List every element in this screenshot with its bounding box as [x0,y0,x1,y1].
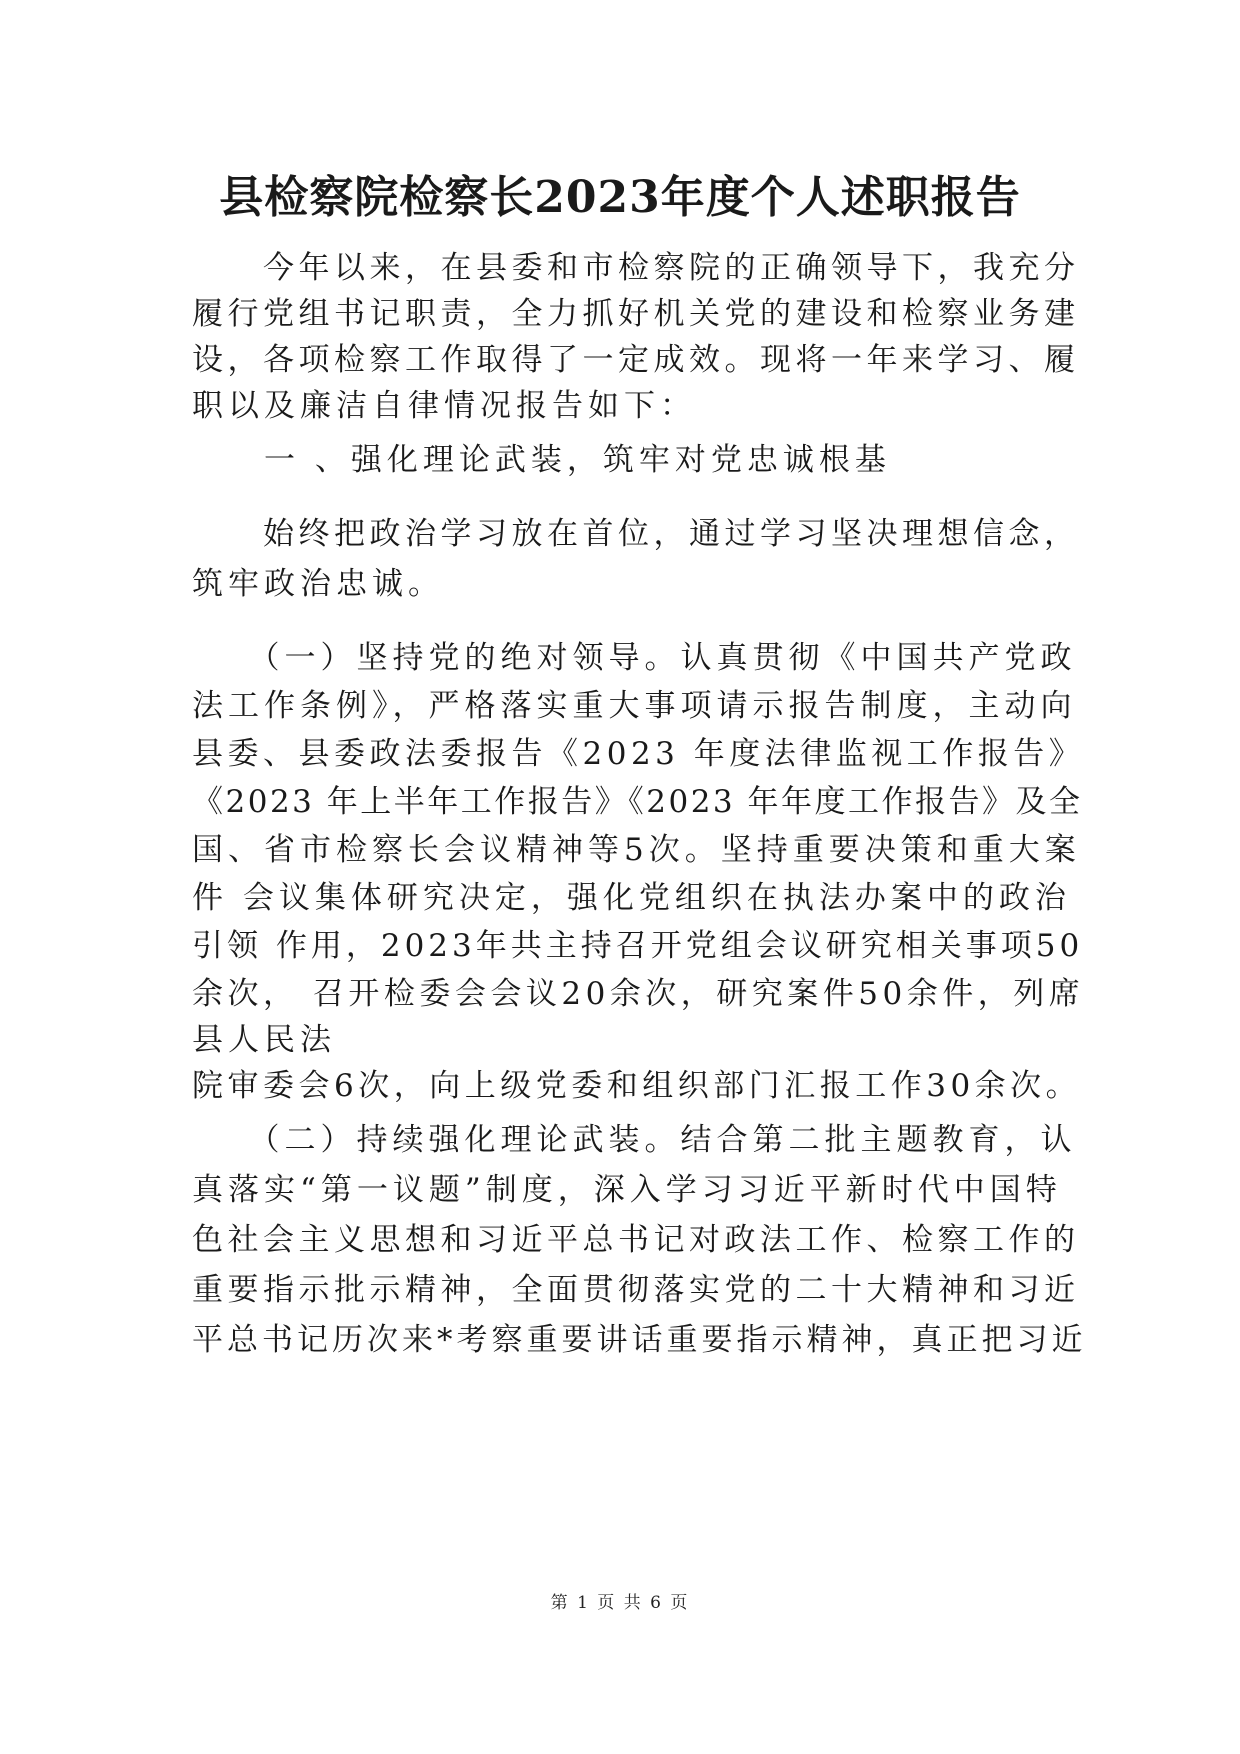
body-line: 职以及廉洁自律情况报告如下： [192,388,696,424]
body-line: 今年以来，在县委和市检察院的正确领导下，我充分 [192,250,1080,286]
body-line: 件 会议集体研究决定，强化党组织在执法办案中的政治 [192,880,1071,916]
document-title: 县检察院检察长2023年度个人述职报告 [219,172,1021,223]
page-footer: 第 1 页 共 6 页 [550,1593,690,1613]
body-line: （一）坚持党的绝对领导。认真贯彻《中国共产党政 [192,640,1077,676]
body-line: 始终把政治学习放在首位，通过学习坚决理想信念， [192,516,1080,552]
body-line: （二）持续强化理论武装。结合第二批主题教育，认 [192,1122,1077,1158]
body-line: 平总书记历次来*考察重要讲话重要指示精神，真正把习近 [192,1322,1087,1358]
body-line: 重要指示批示精神，全面贯彻落实党的二十大精神和习近 [192,1272,1080,1308]
body-line: 县人民法 [192,1022,336,1058]
body-line: 履行党组书记职责，全力抓好机关党的建设和检察业务建 [192,296,1080,332]
body-line: 法工作条例》，严格落实重大事项请示报告制度，主动向 [192,688,1077,724]
body-line: 真落实“第一议题”制度，深入学习习近平新时代中国特 [192,1172,1062,1208]
body-line: 国、省市检察长会议精神等5次。坚持重要决策和重大案 [192,832,1081,868]
body-line: 引领 作用，2023年共主持召开党组会议研究相关事项50 [192,928,1084,964]
body-line: 县委、县委政法委报告《2023 年度法律监视工作报告》 [192,736,1085,772]
body-line: 院审委会6次，向上级党委和组织部门汇报工作30余次。 [192,1068,1082,1104]
body-line: 设，各项检察工作取得了一定成效。现将一年来学习、履 [192,342,1080,378]
section-heading: 一 、强化理论武装，筑牢对党忠诚根基 [192,442,891,478]
body-line: 《2023 年上半年工作报告》《2023 年年度工作报告》及全 [192,784,1083,820]
body-line: 余次， 召开检委会会议20余次，研究案件50余件，列席 [192,976,1085,1012]
body-line: 筑牢政治忠诚。 [192,566,444,602]
body-line: 色社会主义思想和习近平总书记对政法工作、检察工作的 [192,1222,1080,1258]
